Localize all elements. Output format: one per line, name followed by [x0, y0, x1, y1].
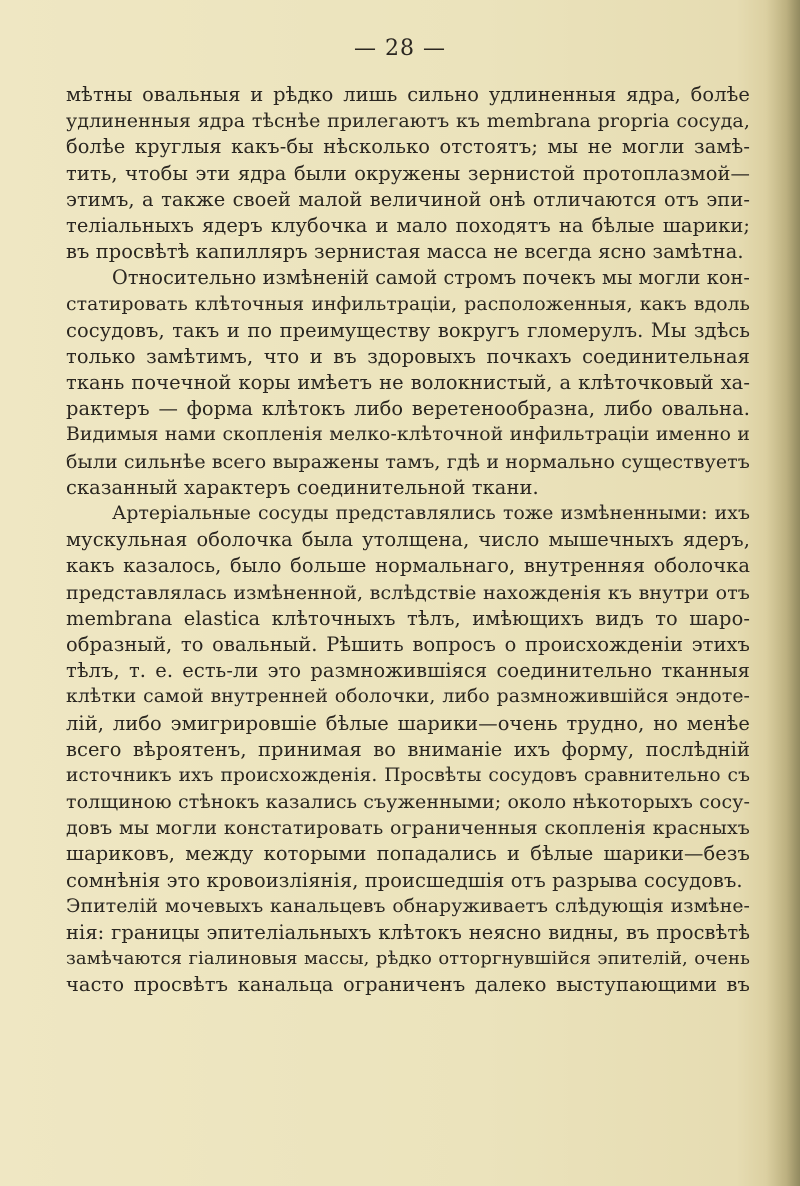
text-line: всего вѣроятенъ, принимая во вниманіе ихъ форму, послѣдній — [66, 737, 750, 761]
text-line: Относительно измѣненій самой стромъ почекъ мы могли кон- — [112, 266, 750, 290]
text-line: мѣтны овальныя и рѣдко лишь сильно удлиненныя ядра, болѣе — [66, 83, 750, 106]
text-line: нія: границы эпителіальныхъ клѣтокъ неясно видны, въ просвѣтѣ — [66, 921, 750, 944]
text-line: довъ мы могли констатировать ограниченныя скопленія красныхъ — [66, 817, 750, 840]
text-line: этимъ, а также своей малой величиной онѣ отличаются отъ эпи- — [66, 187, 750, 211]
text-line: какъ казалось, было больше нормальнаго, внутренняя оболочка — [66, 554, 750, 578]
text-line: Эпителій мочевыхъ канальцевъ обнаруживаетъ слѣдующія измѣне- — [66, 895, 750, 917]
text-line: источникъ ихъ происхожденія. Просвѣты сосудовъ сравнительно съ — [66, 764, 750, 786]
text-line: сомнѣнія это кровоизліянія, происшедшія отъ разрыва сосудовъ. — [66, 868, 743, 892]
text-line: въ просвѣтѣ капилляръ зернистая масса не всегда ясно замѣтна. — [66, 240, 744, 264]
text-line: клѣтки самой внутренней оболочки, либо размножившійся эндоте- — [66, 686, 750, 708]
text-line: Видимыя нами скопленія мелко-клѣточной инфильтраціи именно и — [66, 424, 750, 446]
text-line: статировать клѣточныя инфильтраціи, расположенныя, какъ вдоль — [66, 293, 750, 315]
text-line: замѣчаются гіалиновыя массы, рѣдко отторгнувшійся эпителій, очень — [66, 948, 750, 970]
body-text — [66, 82, 750, 999]
text-line: толщиною стѣнокъ казались съуженными; около нѣкоторыхъ сосу- — [66, 791, 750, 814]
page-edge-shadow — [766, 0, 800, 1186]
text-line: часто просвѣтъ канальца ограниченъ далеко выступающими въ — [66, 973, 750, 997]
text-line: шариковъ, между которыми попадались и бѣлые шарики—безъ — [66, 842, 750, 866]
text-line: Артеріальные сосуды представлялись тоже измѣненными: ихъ — [112, 503, 750, 524]
text-line: membrana elastica клѣточныхъ тѣлъ, имѣющихъ видъ то шаро- — [66, 606, 750, 630]
text-line: рактеръ — форма клѣтокъ либо веретенообразна, либо овальна. — [66, 397, 750, 421]
text-line: сказанный характеръ соединительной ткани. — [66, 475, 539, 499]
page-number: — 28 — — [354, 36, 446, 61]
text-line: лій, либо эмигрировшіе бѣлые шарики—очень трудно, но менѣе — [66, 711, 750, 735]
text-line: теліальныхъ ядеръ клубочка и мало походятъ на бѣлые шарики; — [66, 213, 750, 237]
text-line: ткань почечной коры имѣетъ не волокнистый, а клѣточковый ха- — [66, 371, 750, 395]
text-line: образный, то овальный. Рѣшить вопросъ о происхожденіи этихъ — [66, 632, 750, 656]
text-line: удлиненныя ядра тѣснѣе прилегаютъ къ membrana propria сосуда, — [66, 110, 750, 133]
text-line: болѣе круглыя какъ-бы нѣсколько отстоятъ; мы не могли замѣ- — [66, 135, 750, 159]
text-line: тить, чтобы эти ядра были окружены зернистой протоплазмой— — [66, 161, 750, 185]
text-line: сосудовъ, такъ и по преимуществу вокругъ гломерулъ. Мы здѣсь — [66, 318, 750, 342]
text-line: мускульная оболочка была утолщена, число мышечныхъ ядеръ, — [66, 528, 750, 552]
text-line: тѣлъ, т. е. есть-ли это размножившіяся соединительно тканныя — [66, 659, 750, 683]
text-line: представлялась измѣненной, вслѣдствіе нахожденія къ внутри отъ — [66, 581, 750, 604]
text-line: были сильнѣе всего выражены тамъ, гдѣ и нормально существуетъ — [66, 450, 750, 473]
text-line: только замѣтимъ, что и въ здоровыхъ почкахъ соединительная — [66, 344, 750, 368]
